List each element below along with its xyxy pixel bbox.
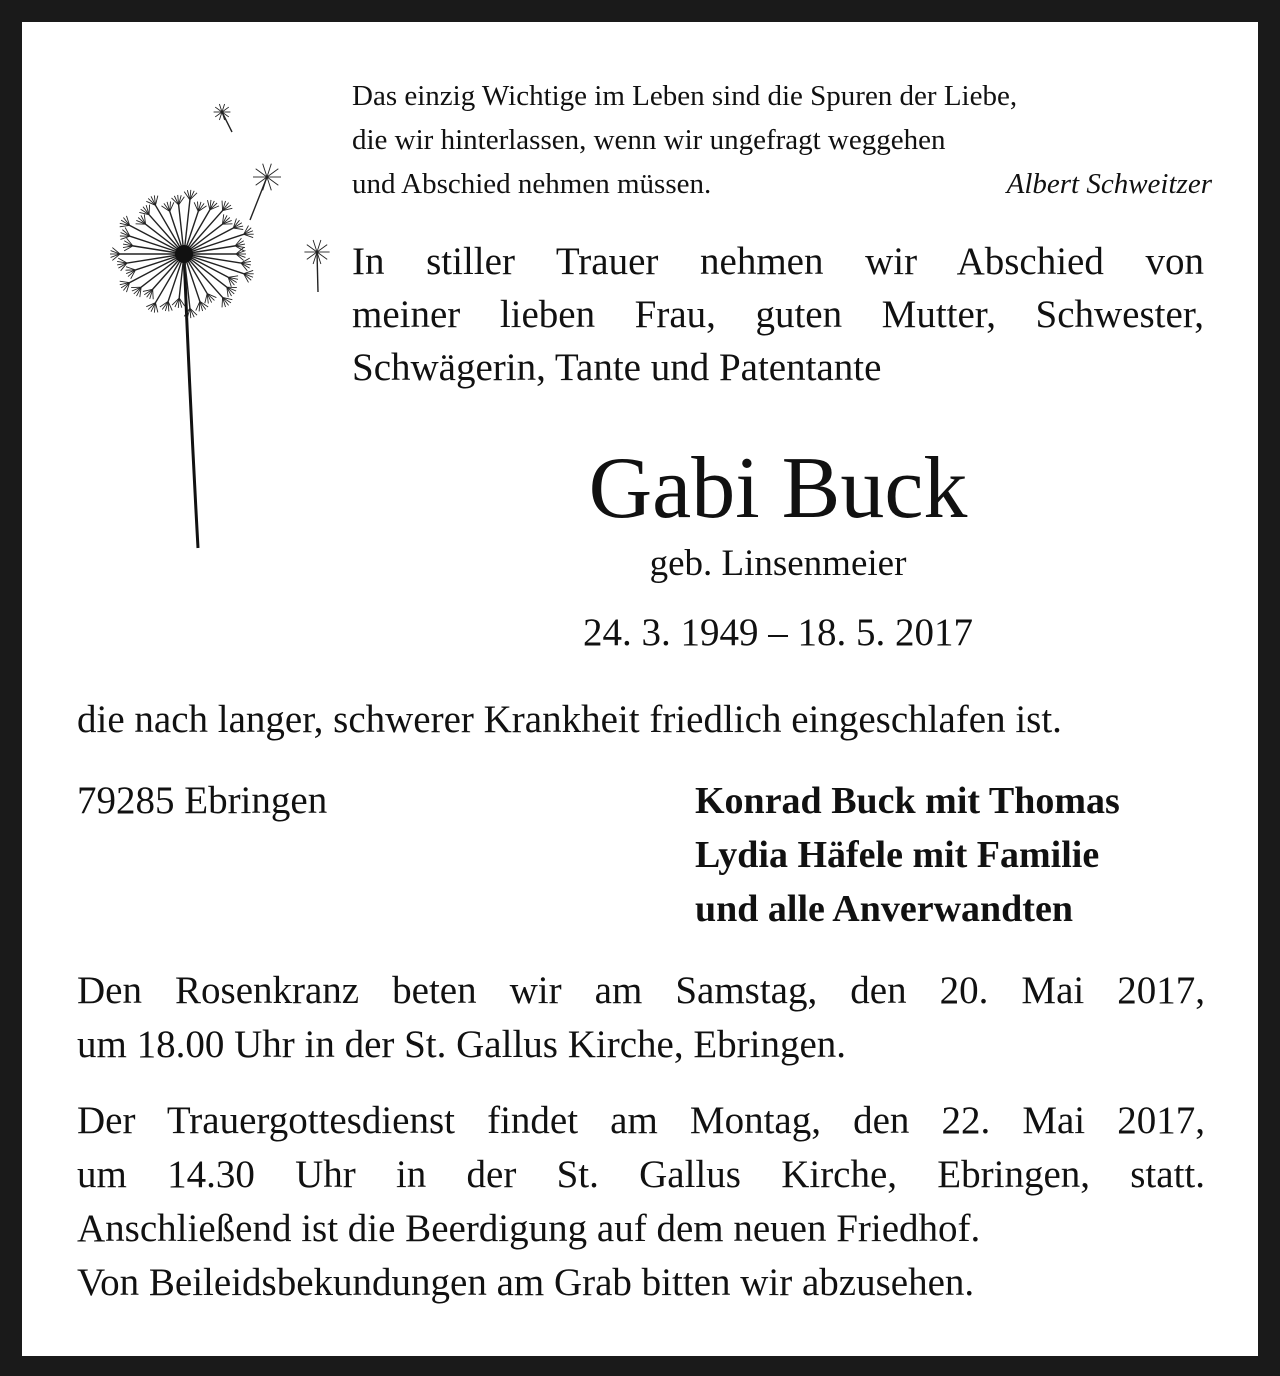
intro-line: In stiller Trauer nehmen wir Abschied von xyxy=(352,240,1204,283)
obituary-notice xyxy=(22,22,1258,1356)
intro-text xyxy=(352,235,1204,394)
funeral-line: um 14.30 Uhr in der St. Gallus Kirche, Ebringen, statt. xyxy=(77,1153,1205,1196)
intro-line: Schwägerin, Tante und Patentante xyxy=(352,346,882,389)
mourners xyxy=(695,774,1215,936)
quote-line: die wir hinterlassen, wenn wir ungefragt weggehen xyxy=(352,124,946,156)
rosary-info xyxy=(77,964,1205,1072)
place: 79285 Ebringen xyxy=(77,779,328,822)
funeral-line: Anschließend ist die Beerdigung auf dem neuen Friedhof. xyxy=(77,1207,981,1250)
funeral-info xyxy=(77,1094,1205,1310)
rosary-line: um 18.00 Uhr in der St. Gallus Kirche, Ebringen. xyxy=(77,1023,847,1066)
maiden-name: geb. Linsenmeier xyxy=(649,543,907,584)
dandelion-icon xyxy=(72,82,342,562)
mourner-line: Konrad Buck mit Thomas xyxy=(695,780,1120,822)
mourner-line: Lydia Häfele mit Familie xyxy=(695,834,1100,876)
deceased-name: Gabi Buck xyxy=(588,440,968,537)
quote xyxy=(352,74,1212,206)
quote-line: und Abschied nehmen müssen. xyxy=(352,168,712,200)
quote-last-line xyxy=(352,162,1212,206)
passing-note: die nach langer, schwerer Krankheit friedlich eingeschlafen ist. xyxy=(77,698,1062,741)
funeral-line: Der Trauergottesdienst findet am Montag, den 22. Mai 2017, xyxy=(77,1099,1205,1142)
life-dates: 24. 3. 1949 – 18. 5. 2017 xyxy=(583,611,973,654)
quote-author: Albert Schweitzer xyxy=(1006,168,1212,200)
funeral-line: Von Beileidsbekundungen am Grab bitten wir abzusehen. xyxy=(77,1261,975,1304)
intro-line: meiner lieben Frau, guten Mutter, Schwester, xyxy=(352,293,1204,336)
mourner-line: und alle Anverwandten xyxy=(695,888,1073,930)
rosary-line: Den Rosenkranz beten wir am Samstag, den 20. Mai 2017, xyxy=(77,969,1205,1012)
quote-line: Das einzig Wichtige im Leben sind die Spuren der Liebe, xyxy=(352,80,1018,112)
